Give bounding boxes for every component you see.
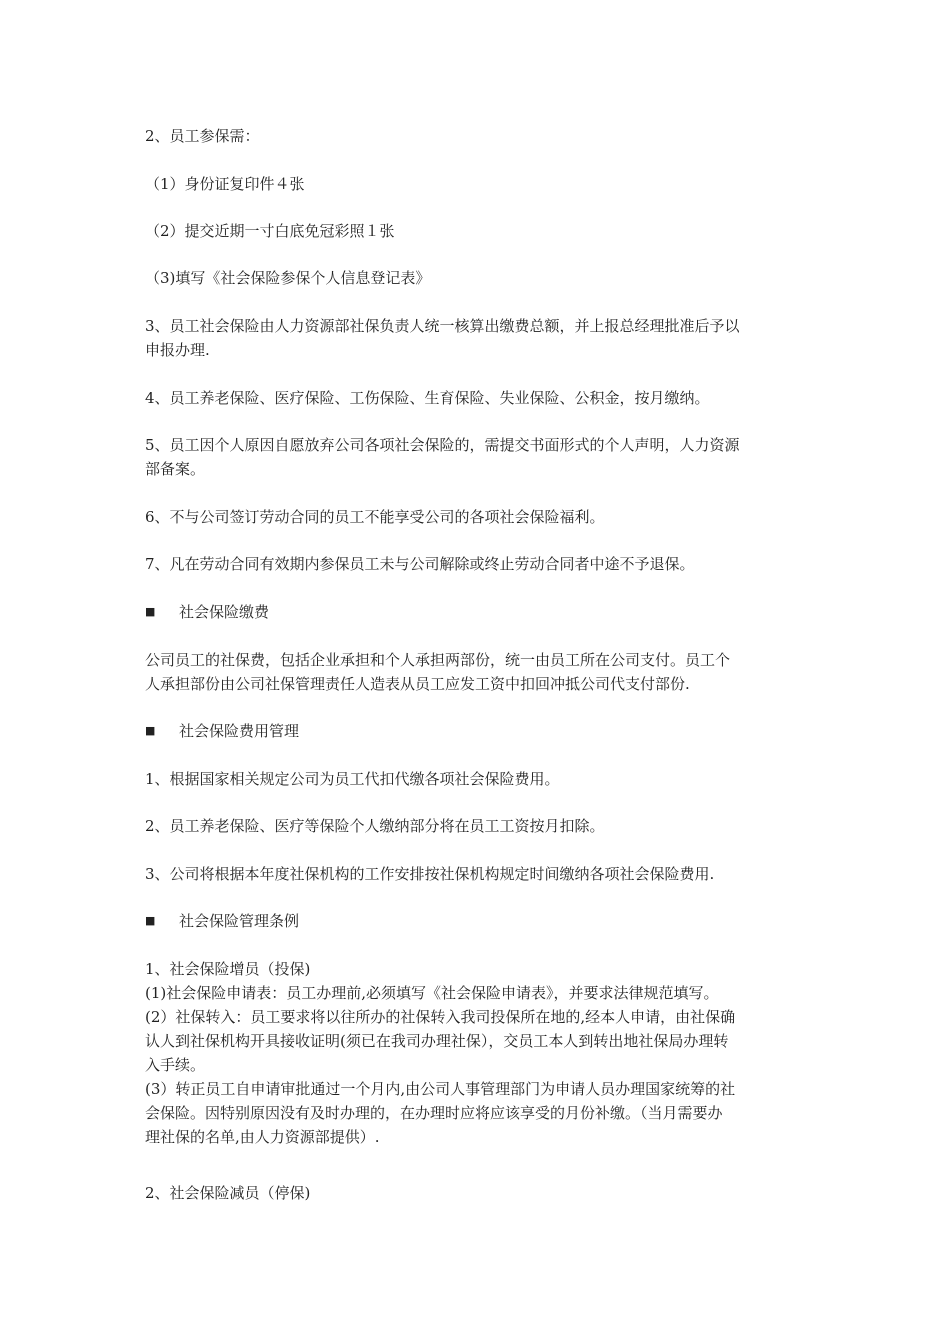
paragraph-payment-schedule: 3、公司将根据本年度社保机构的工作安排按社保机构规定时间缴纳各项社会保险费用. (145, 865, 715, 883)
section-heading-text: 社会保险费用管理 (179, 722, 300, 740)
paragraph-line: (3）转正员工自申请审批通过一个月内,由公司人事管理部门为申请人员办理国家统筹的社 (145, 1080, 736, 1098)
section-heading-text: 社会保险缴费 (179, 603, 270, 621)
paragraph-line: 公司员工的社保费，包括企业承担和个人承担两部份，统一由员工所在公司支付。员工个 (145, 651, 731, 669)
paragraph-line: 理社保的名单,由人力资源部提供）. (145, 1128, 380, 1146)
square-bullet-icon: ■ (145, 914, 156, 927)
paragraph-line: 申报办理. (145, 341, 210, 359)
paragraph-line: 部备案。 (145, 460, 206, 478)
paragraph-salary-deduction: 2、员工养老保险、医疗等保险个人缴纳部分将在员工工资按月扣除。 (145, 817, 605, 835)
paragraph-line: (2）社保转入：员工要求将以往所办的社保转入我司投保所在地的,经本人申请，由社保确 (145, 1008, 736, 1026)
square-bullet-icon: ■ (145, 724, 156, 737)
square-bullet-icon: ■ (145, 605, 156, 618)
paragraph-monthly-payment: 4、员工养老保险、医疗保险、工伤保险、生育保险、失业保险、公积金，按月缴纳。 (145, 389, 710, 407)
paragraph-no-withdrawal: 7、凡在劳动合同有效期内参保员工未与公司解除或终止劳动合同者中途不予退保。 (145, 555, 695, 573)
paragraph-insurance-reduction: 2、社会保险减员（停保) (145, 1184, 311, 1202)
section-heading-regulations (145, 909, 815, 933)
paragraph-payment-details (145, 648, 815, 696)
paragraph-employee-enrollment-requirements: 2、员工参保需： (145, 127, 260, 145)
paragraph-withholding: 1、根据国家相关规定公司为员工代扣代缴各项社会保险费用。 (145, 770, 560, 788)
section-heading-text: 社会保险管理条例 (179, 912, 300, 930)
paragraph-line: 1、社会保险增员（投保) (145, 960, 311, 978)
paragraph-line: 会保险。因特别原因没有及时办理的，在办理时应将应该享受的月份补缴。（当月需要办 (145, 1104, 723, 1122)
paragraph-voluntary-waiver (145, 433, 815, 481)
paragraph-line: 人承担部份由公司社保管理责任人造表从员工应发工资中扣回冲抵公司代支付部份. (145, 675, 690, 693)
paragraph-insurance-enrollment (145, 957, 815, 1149)
section-heading-insurance-payment (145, 600, 815, 624)
list-item-registration-form: （3)填写《社会保险参保个人信息登记表》 (145, 269, 431, 287)
list-item-photo: （2）提交近期一寸白底免冠彩照１张 (145, 222, 395, 240)
list-item-id-copies: （1）身份证复印件４张 (145, 175, 305, 193)
paragraph-line: (1)社会保险申请表：员工办理前,必须填写《社会保险申请表》，并要求法律规范填写。 (145, 984, 719, 1002)
paragraph-line: 入手续。 (145, 1056, 206, 1074)
paragraph-line: 认人到社保机构开具接收证明(须已在我司办理社保），交员工本人到转出地社保局办理转 (145, 1032, 729, 1050)
paragraph-line: 5、员工因个人原因自愿放弃公司各项社会保险的，需提交书面形式的个人声明，人力资源 (145, 436, 740, 454)
paragraph-no-contract: 6、不与公司签订劳动合同的员工不能享受公司的各项社会保险福利。 (145, 508, 605, 526)
paragraph-insurance-calculation (145, 314, 815, 362)
paragraph-line: 3、员工社会保险由人力资源部社保负责人统一核算出缴费总额，并上报总经理批准后予以 (145, 317, 740, 335)
section-heading-fee-management (145, 719, 815, 743)
